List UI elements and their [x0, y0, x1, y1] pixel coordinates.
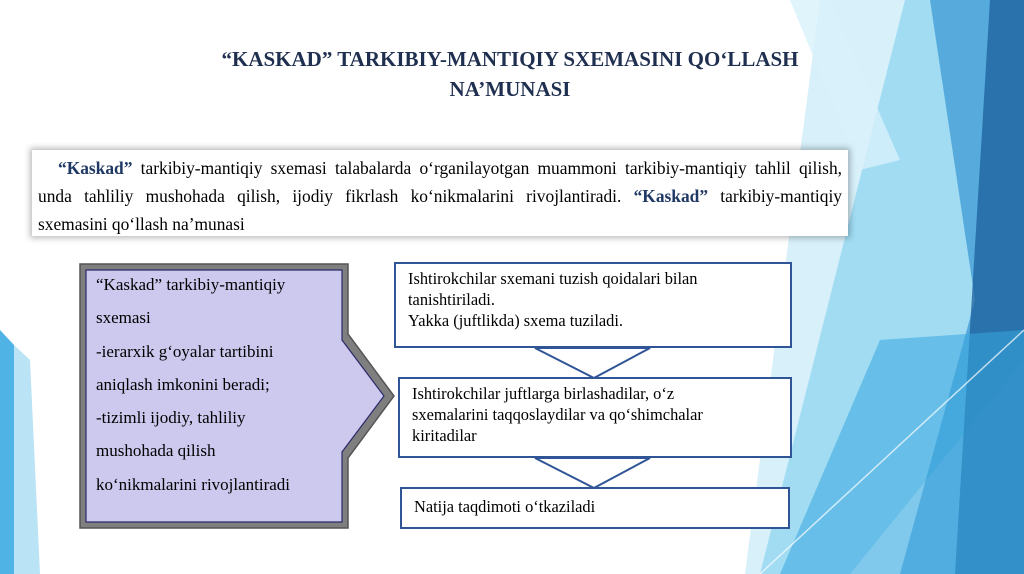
step-3-text: Natija taqdimoti o‘tkaziladi: [414, 497, 596, 516]
title-line-2: NA’MUNASI: [449, 77, 571, 101]
step-1-line: Ishtirokchilar sxemani tuzish qoidalari bilan: [408, 269, 698, 288]
step-1-line: tanishtiriladi.: [408, 290, 495, 309]
intro-text-1: tarkibiy-mantiqiy sxemasi talabalarda o‘rganilayotgan muammoni tarkibiy-mantiqiy tahlil qilish, unda tahliliy mushohada qilish, ijodiy fikrlash ko‘nikmalarini rivojlantiradi.: [38, 158, 842, 206]
arrow-line: -ierarxik g‘oyalar tartibini: [96, 341, 274, 361]
step-1-line: Yakka (juftlikda) sxema tuziladi.: [408, 311, 624, 330]
step-2-line: Ishtirokchilar juftlarga birlashadilar, o‘z: [412, 384, 675, 403]
arrow-line: ko‘nikmalarini rivojlantiradi: [96, 474, 291, 494]
intro-text-2: tarkibiy-mantiqiy sxemasini qo‘llash na’munasi: [38, 186, 842, 234]
intro-term-2: “Kaskad”: [633, 186, 709, 206]
arrow-line: “Kaskad” tarkibiy-mantiqiy: [96, 275, 286, 294]
step-box-1: [394, 262, 792, 348]
step-box-2: [398, 377, 792, 458]
intro-term: “Kaskad”: [58, 158, 133, 178]
down-arrow-icon: [535, 458, 650, 488]
step-2-line: sxemalarini taqqoslaydilar va qo‘shimchalar: [412, 405, 703, 424]
arrow-line: mushohada qilish: [96, 441, 216, 461]
title-line-1: “KASKAD” TARKIBIY-MANTIQIY SXEMASINI QO‘LLASH: [221, 47, 799, 71]
arrow-line: sxemasi: [96, 308, 151, 328]
step-box-3: [400, 487, 790, 529]
step-2-line: kiritadilar: [412, 426, 477, 445]
arrow-line: -tizimli ijodiy, tahliliy: [96, 408, 246, 428]
down-arrow-icon: [535, 348, 650, 378]
arrow-line: aniqlash imkonini beradi;: [96, 374, 270, 394]
